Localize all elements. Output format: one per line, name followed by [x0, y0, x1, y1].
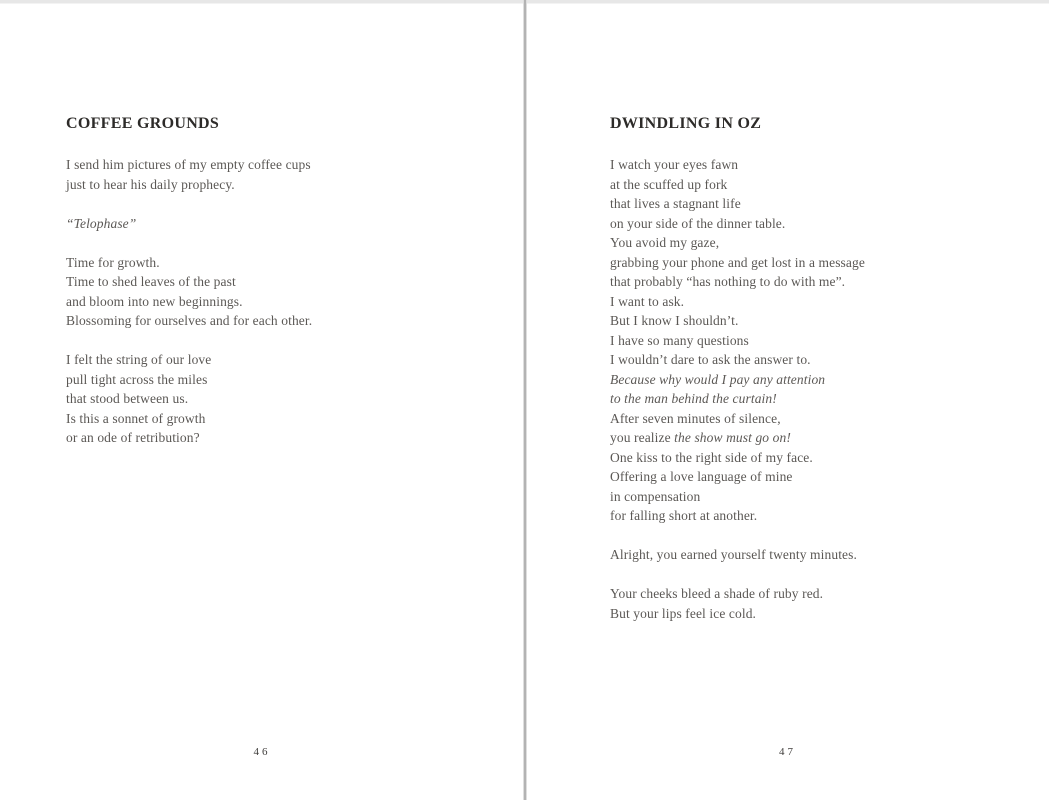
poem-line	[66, 175, 506, 195]
page-left-content	[66, 114, 506, 448]
poem-line	[610, 584, 1035, 604]
stanza	[610, 545, 1035, 565]
poem-line	[610, 604, 1035, 624]
poem-line	[66, 253, 506, 273]
stanza	[66, 155, 506, 194]
poem-line	[66, 428, 506, 448]
poem-line-segment: on your side of the dinner table.	[610, 215, 786, 231]
page-left	[0, 0, 524, 800]
poem-line-segment: in compensation	[610, 488, 701, 504]
poem-line-segment: Time for growth.	[66, 254, 160, 270]
page-right	[526, 0, 1049, 800]
poem-line	[610, 350, 1035, 370]
poem-line-segment: pull tight across the miles	[66, 371, 208, 387]
poem-body-right	[610, 155, 1035, 623]
poem-line	[610, 214, 1035, 234]
poem-line	[610, 155, 1035, 175]
poem-body-left	[66, 155, 506, 448]
poem-line-segment: But your lips feel ice cold.	[610, 605, 757, 621]
poem-line-segment: Is this a sonnet of growth	[66, 410, 206, 426]
poem-line	[66, 389, 506, 409]
page-right-content	[610, 114, 1035, 623]
poem-line-segment: that probably “has nothing to do with me”.	[610, 274, 846, 289]
poem-line-segment: or an ode of retribution?	[66, 430, 200, 445]
poem-line-segment: I felt the string of our love	[66, 352, 212, 367]
poem-title-coffee-grounds: COFFEE GROUNDS	[66, 115, 220, 132]
poem-line	[610, 409, 1035, 429]
page-number-left: 46	[253, 746, 271, 758]
poem-line-segment: that lives a stagnant life	[610, 196, 741, 211]
poem-line	[610, 467, 1035, 487]
poem-line-italic-segment: to the man behind the curtain!	[610, 391, 777, 406]
poem-line	[610, 389, 1035, 409]
poem-line	[610, 545, 1035, 565]
poem-line-segment: Your cheeks bleed a shade of ruby red.	[610, 586, 824, 601]
poem-line	[66, 214, 506, 234]
poem-title-dwindling-in-oz: DWINDLING IN OZ	[610, 115, 762, 132]
stanza	[66, 350, 506, 448]
poem-line-segment: that stood between us.	[66, 391, 189, 406]
poem-line	[610, 233, 1035, 253]
poem-line	[610, 272, 1035, 292]
poem-line	[66, 272, 506, 292]
poem-line-segment: you realize	[610, 430, 675, 445]
poem-line	[610, 194, 1035, 214]
poem-line-segment: I want to ask.	[610, 293, 685, 309]
poem-line-segment: One kiss to the right side of my face.	[610, 449, 813, 465]
page-number-right: 47	[779, 746, 796, 758]
poem-line	[610, 311, 1035, 331]
poem-line	[610, 506, 1035, 526]
poem-line-segment: I send him pictures of my empty coffee cups	[66, 157, 311, 172]
poem-line	[610, 175, 1035, 195]
poem-line-segment: at the scuffed up fork	[610, 176, 728, 192]
poem-line-segment: I wouldn’t dare to ask the answer to.	[610, 352, 811, 367]
poem-line	[66, 292, 506, 312]
poem-line	[66, 350, 506, 370]
poem-line-segment: Blossoming for ourselves and for each other.	[66, 313, 313, 328]
stanza	[610, 155, 1035, 526]
stanza	[66, 214, 506, 234]
poem-line-segment: But I know I shouldn’t.	[610, 313, 739, 328]
poem-line-segment: You avoid my gaze,	[610, 235, 720, 250]
poem-line	[610, 331, 1035, 351]
poem-line	[610, 428, 1035, 448]
stanza	[610, 584, 1035, 623]
poem-line	[610, 487, 1035, 507]
poem-line	[66, 370, 506, 390]
poem-line	[66, 311, 506, 331]
poem-line	[66, 155, 506, 175]
poem-line	[66, 409, 506, 429]
poem-line-segment: After seven minutes of silence,	[610, 410, 781, 426]
poem-line-segment: for falling short at another.	[610, 508, 758, 523]
poem-line-segment: I have so many questions	[610, 332, 749, 348]
poem-line	[610, 292, 1035, 312]
stanza	[66, 253, 506, 331]
poem-line-segment: grabbing your phone and get lost in a message	[610, 254, 865, 270]
poem-line	[610, 253, 1035, 273]
poem-line	[610, 370, 1035, 390]
poem-line-segment: Alright, you earned yourself twenty minutes.	[610, 547, 857, 562]
poem-line-segment: just to hear his daily prophecy.	[66, 176, 235, 192]
poem-line-italic-segment: “Telophase”	[66, 215, 137, 231]
poem-line	[610, 448, 1035, 468]
poem-line-segment: Time to shed leaves of the past	[66, 274, 236, 289]
poem-line-italic-segment: Because why would I pay any attention	[610, 371, 826, 387]
poem-line-italic-segment: the show must go on!	[674, 430, 791, 445]
poem-line-segment: I watch your eyes fawn	[610, 157, 739, 172]
poem-line-segment: Offering a love language of mine	[610, 469, 793, 484]
poem-line-segment: and bloom into new beginnings.	[66, 293, 243, 309]
